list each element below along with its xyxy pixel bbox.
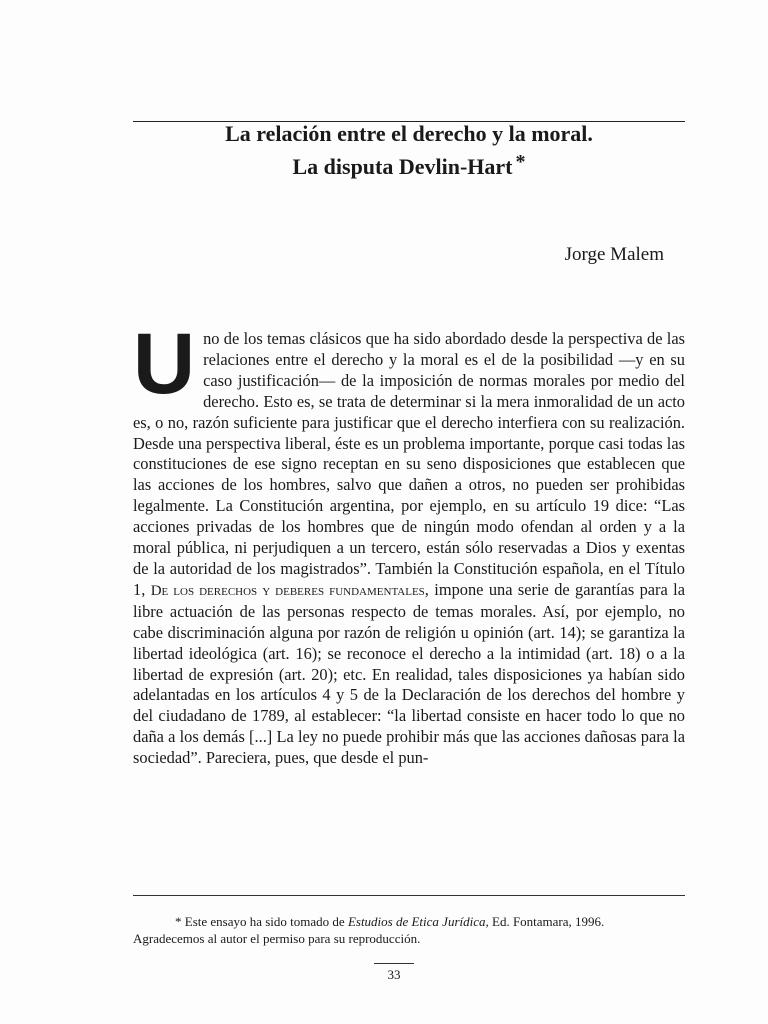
footnote-line-1 bbox=[133, 913, 693, 930]
page-number: 33 bbox=[374, 963, 414, 983]
title-line-2-text: La disputa Devlin-Hart bbox=[292, 154, 513, 179]
body-text-part-1: no de los temas clásicos que ha sido abordado desde la perspectiva de las relaciones entre el derecho y la moral es el de la posibilidad —y en su caso justificación— de la imposición de normas morales por medio del derecho. Esto es, se trata de determinar si la mera inmoralidad de un acto es, o no, razón suficiente para justificar que el derecho interfiera con su realización. Desde una perspectiva liberal, éste es un problema importante, porque casi todas las constituciones de ese signo receptan en su seno disposiciones que establecen que las acciones de los hombres, salvo que dañen a otros, no pueden ser prohibidas legalmente. La Constitución argentina, por ejemplo, en su artículo 19 dice: “Las acciones privadas de los hombres que de ningún modo ofendan al orden y a la moral pública, ni perjudiquen a un tercero, están sólo reservadas a Dios y exentas de la autoridad de los magistrados”. También la Constitución española, en el Título 1, bbox=[133, 329, 685, 599]
body-text-part-2: , impone una serie de garantías para la libre actuación de las personas respecto de temas morales. Así, por ejemplo, no cabe discriminación alguna por razón de religión u opinión (art. 14); se garantiza la libertad ideológica (art. 16); se reconoce el derecho a la intimidad (art. 18) o a la libertad de expresión (art. 20); etc. En realidad, tales disposiciones ya habían sido adelantadas en los artículos 4 y 5 de la Declaración de los derechos del hombre y del ciudadano de 1789, al establecer: “la libertad consiste en hacer todo lo que no daña a los demás [...] La ley no puede prohibir más que las acciones dañosas para la sociedad”. Pareciera, pues, que desde el pun- bbox=[133, 579, 686, 768]
title-line-2 bbox=[133, 148, 685, 181]
footnote bbox=[133, 913, 693, 947]
drop-cap: U bbox=[133, 316, 196, 412]
article-body bbox=[133, 316, 686, 769]
footnote-suffix: , Ed. Fontamara, 1996. bbox=[485, 914, 605, 929]
title-line-1: La relación entre el derecho y la moral. bbox=[225, 121, 593, 146]
footnote-prefix: * Este ensayo ha sido tomado de bbox=[175, 914, 348, 929]
article-title bbox=[133, 120, 685, 181]
footnote-rule bbox=[133, 895, 685, 896]
body-paragraph bbox=[133, 316, 686, 769]
constitution-title-smallcaps: De los derechos y deberes fundamentales bbox=[150, 582, 425, 599]
footnote-line-2: Agradecemos al autor el permiso para su reproducción. bbox=[133, 931, 421, 946]
author-name: Jorge Malem bbox=[564, 244, 664, 265]
footnote-source-title: Estudios de Etica Jurídica bbox=[347, 914, 486, 929]
footnote-marker: * bbox=[515, 151, 526, 173]
